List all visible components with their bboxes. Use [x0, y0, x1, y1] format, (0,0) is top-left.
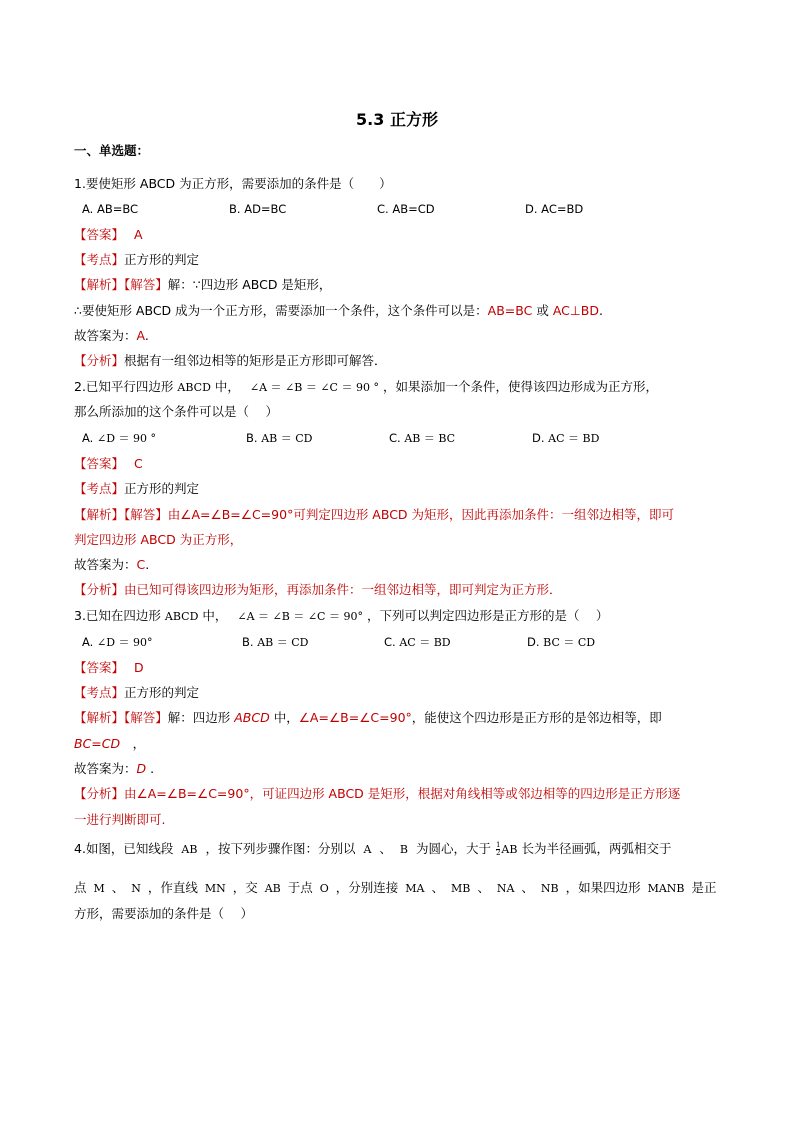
q4-text: 是正 [691, 880, 717, 895]
opt-math: AC ＝ BD [548, 432, 600, 445]
q4-math: NB [540, 882, 559, 895]
q4-text: ，如果四边形 [565, 880, 641, 895]
q1-option-c: C. AB=CD [377, 202, 435, 216]
point-tag: 【考点】 [74, 252, 125, 267]
opt-label: C. [389, 431, 401, 445]
point-tag: 【考点】 [74, 685, 125, 700]
so-answer-label: 故答案为： [74, 557, 137, 572]
q2-stem-line1 [74, 379, 658, 396]
q2-answer: C [134, 456, 143, 471]
so-answer-value: C [136, 557, 146, 572]
so-answer-end: . [146, 761, 155, 776]
frac-den: 2 [495, 849, 501, 857]
q1-analysis-2a: ∴要使矩形 ABCD 成为一个正方形，需要添加一个条件，这个条件可以是： [74, 303, 488, 318]
fenxi-tag: 【分析】 [74, 786, 125, 801]
q4-text: 点 [74, 880, 87, 895]
opt-label: D. [527, 635, 540, 649]
section-heading: 一、单选题： [74, 143, 150, 158]
q2-analysis-1: 由∠A=∠B=∠C=90°可判定四边形 ABCD 为矩形，因此再添加条件：一组邻边相等，即可 [167, 507, 675, 522]
q3-stem-math1: ABCD [164, 610, 199, 623]
q4-math: AB [264, 882, 281, 895]
q1-analysis-2c: 或 [532, 303, 553, 318]
q3-answer: D [134, 660, 144, 675]
opt-math: AB ＝ BC [404, 432, 456, 445]
q4-text: ，作直线 [147, 880, 198, 895]
q2-option-c [389, 430, 455, 447]
q1-point: 正方形的判定 [124, 252, 200, 267]
q4-math: A [363, 843, 372, 856]
q3-fenxi-1: 由∠A=∠B=∠C=90°，可证四边形 ABCD 是矩形，根据对角线相等或邻边相等的四边形是正方形逐 [124, 786, 681, 801]
q3-analysis-1d: ∠A=∠B=∠C=90° [298, 710, 412, 725]
q2-stem-math1: ABCD [177, 381, 211, 394]
q1-analysis-2e: . [598, 303, 603, 318]
q4-text: 、 [431, 880, 444, 895]
q2-point-line [74, 481, 199, 497]
q4-math: MANB [647, 882, 685, 895]
q4-text: 长为半径画弧，两弧相交于 [521, 841, 672, 856]
q3-point-line [74, 685, 199, 701]
q1-answer-line [74, 227, 143, 243]
frac-num: 1 [495, 841, 501, 849]
q4-math: B [399, 843, 408, 856]
q3-analysis-2b: ， [120, 736, 146, 751]
so-answer-end: . [144, 328, 149, 343]
fenxi-tag: 【分析】 [74, 582, 125, 597]
q1-fenxi: 根据有一组邻边相等的矩形是正方形即可解答． [124, 353, 387, 368]
q1-answer: A [134, 227, 143, 242]
answer-tag: 【答案】 [74, 456, 125, 471]
q3-analysis-1b: ABCD [234, 710, 270, 725]
q4-text: ，交 [232, 880, 258, 895]
q2-stem-a: 2.已知平行四边形 [74, 379, 174, 394]
q4-line3: 方形，需要添加的条件是（ ） [74, 906, 253, 921]
answer-tag: 【答案】 [74, 660, 125, 675]
q4-text: 、 [521, 880, 534, 895]
q4-math: MN [204, 882, 226, 895]
point-tag: 【考点】 [74, 481, 125, 496]
q1-analysis-1: 解：∵四边形 ABCD 是矩形， [167, 277, 332, 292]
q4-text: 、 [477, 880, 490, 895]
opt-label: B. [246, 431, 258, 445]
q2-stem-b: 中， [214, 379, 240, 394]
q3-option-a [82, 634, 153, 651]
q1-fenxi-line [74, 353, 387, 369]
q4-line2 [74, 880, 717, 897]
so-answer-value: A [136, 328, 145, 343]
opt-math: ∠D ＝ 90 ° [96, 432, 157, 445]
q4-text: 于点 [287, 880, 313, 895]
q3-stem-a: 3.已知在四边形 [74, 608, 161, 623]
q2-option-b [246, 430, 312, 447]
q1-analysis-2b: AB=BC [487, 303, 533, 318]
q1-option-b: B. AD=BC [229, 202, 287, 216]
q2-analysis-line1 [74, 507, 674, 523]
q3-answer-line [74, 660, 144, 676]
q4-math: O [319, 882, 329, 895]
q3-stem-math2: ∠A ＝ ∠B ＝ ∠C ＝ 90° [237, 610, 363, 623]
opt-math: ∠D ＝ 90° [96, 636, 153, 649]
q2-fenxi-line [74, 582, 562, 598]
q4-math: M [93, 882, 105, 895]
q4-text: 、 [379, 841, 392, 856]
q4-text: ，按下列步骤作图：分别以 [205, 841, 356, 856]
opt-label: B. [242, 635, 254, 649]
analysis-tag: 【解析】【解答】 [74, 507, 168, 522]
q3-analysis-line2 [74, 736, 145, 752]
q3-analysis-2: BC=CD [74, 736, 121, 751]
fraction-one-half [496, 842, 500, 857]
q2-analysis-line2: 判定四边形 ABCD 为正方形， [74, 532, 243, 547]
q1-so-answer [74, 328, 149, 344]
opt-math: AC ＝ BD [399, 636, 451, 649]
q3-stem [74, 608, 608, 625]
opt-math: BC ＝ CD [543, 636, 596, 649]
fenxi-tag: 【分析】 [74, 353, 125, 368]
q3-stem-c: ，下列可以判定四边形是正方形的是（ ） [366, 608, 609, 623]
q1-point-line [74, 252, 199, 268]
q2-answer-line [74, 456, 143, 472]
q3-analysis-1c: 中， [269, 710, 299, 725]
q3-option-b [242, 634, 308, 651]
page-title: 5.3 正方形 [356, 110, 438, 129]
q2-so-answer [74, 557, 149, 573]
opt-label: A. [82, 431, 94, 445]
q4-math: NA [496, 882, 515, 895]
q3-option-c [384, 634, 451, 651]
opt-label: A. [82, 635, 94, 649]
q4-math: AB [181, 843, 198, 856]
q3-option-d [527, 634, 595, 651]
opt-label: C. [384, 635, 396, 649]
q4-text: ，分别连接 [335, 880, 399, 895]
q1-analysis-2d: AC⊥BD [552, 303, 599, 318]
q4-text: 、 [111, 880, 125, 895]
q2-stem-line2: 那么所添加的这个条件可以是（ ） [74, 404, 278, 419]
q1-analysis-line1 [74, 277, 331, 293]
q4-math: N [131, 882, 141, 895]
so-answer-value: D [136, 761, 147, 776]
q4-text: 为圆心，大于 [415, 841, 491, 856]
analysis-tag: 【解析】【解答】 [74, 277, 168, 292]
q3-analysis-1a: 解：四边形 [167, 710, 235, 725]
q3-fenxi-line1 [74, 786, 680, 802]
q3-analysis-1e: ，能使这个四边形是正方形的是邻边相等，即 [411, 710, 662, 725]
opt-math: AB ＝ CD [261, 432, 313, 445]
q3-fenxi-line2: 一进行判断即可. [74, 812, 166, 827]
q2-stem-c: ，如果添加一个条件，使得该四边形成为正方形， [382, 379, 658, 394]
so-answer-end: . [145, 557, 150, 572]
q4-math: MA [405, 882, 425, 895]
q3-so-answer [74, 761, 154, 777]
q2-fenxi: 由已知可得该四边形为矩形，再添加条件：一组邻边相等，即可判定为正方形． [124, 582, 562, 597]
q2-option-d [532, 430, 599, 447]
q3-stem-b: 中， [202, 608, 228, 623]
q1-analysis-line2 [74, 303, 603, 319]
q4-math: AB [501, 843, 518, 856]
q4-math: MB [450, 882, 471, 895]
so-answer-label: 故答案为： [74, 761, 137, 776]
q1-stem: 1.要使矩形 ABCD 为正方形，需要添加的条件是（ ） [74, 176, 392, 191]
q2-point: 正方形的判定 [124, 481, 200, 496]
answer-tag: 【答案】 [74, 227, 125, 242]
q3-point: 正方形的判定 [124, 685, 200, 700]
q4-line1 [74, 841, 671, 858]
q3-analysis-line1 [74, 710, 662, 726]
analysis-tag: 【解析】【解答】 [74, 710, 168, 725]
q2-stem-math2: ∠A ＝ ∠B ＝ ∠C ＝ 90 ° [249, 381, 379, 394]
q1-option-a: A. AB=BC [82, 202, 139, 216]
so-answer-label: 故答案为： [74, 328, 137, 343]
q2-option-a [82, 430, 156, 447]
q4-text: 4.如图，已知线段 [74, 841, 174, 856]
opt-math: AB ＝ CD [257, 636, 309, 649]
opt-label: D. [532, 431, 545, 445]
q1-option-d: D. AC=BD [525, 202, 584, 216]
